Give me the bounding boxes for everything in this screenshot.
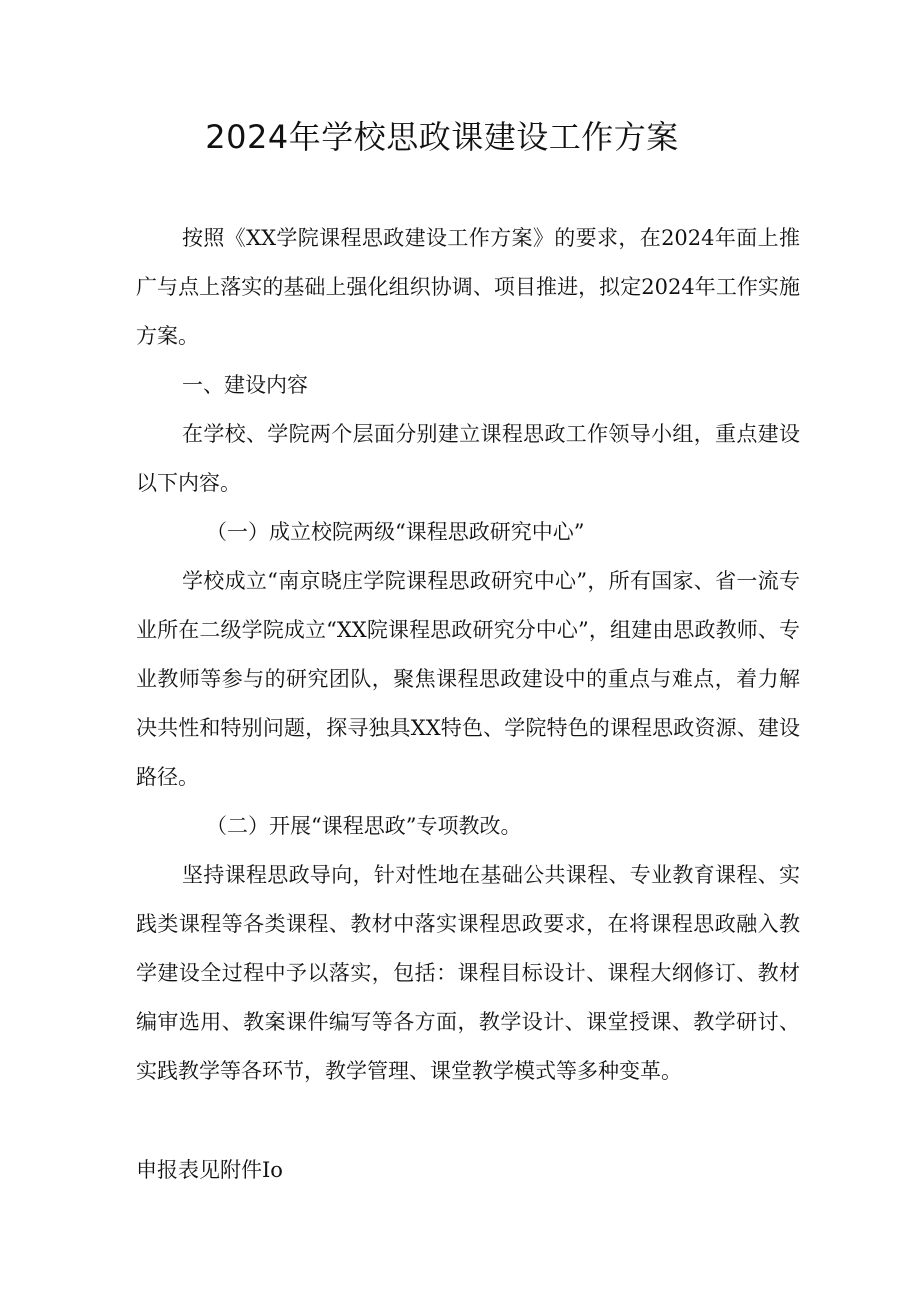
subsection-heading-teaching-reform: （二）开展“课程思政”专项教改。 [206,814,522,838]
subsection-paragraph-research-center: 学校成立“南京晓庄学院课程思政研究中心”，所有国家、省一流专业所在二级学院成立“XX院课程思政研究分中心”，组建由思政教师、专业教师等参与的研究团队，聚焦课程思政建设中的重点与难点，着力解决共性和特别问题，探寻独具XX特色、学院特色的课程思政资源、建设路径。 [136,569,800,789]
document-body [136,214,800,1096]
section-heading-construction-content: 一、建设内容 [182,373,308,397]
subsection-paragraph-teaching-reform: 坚持课程思政导向，针对性地在基础公共课程、专业教育课程、实践类课程等各类课程、教材中落实课程思政要求，在将课程思政融入教学建设全过程中予以落实，包括：课程目标设计、课程大纲修订、教材编审选用、教案课件编写等各方面，教学设计、课堂授课、教学研讨、实践教学等各环节，教学管理、课堂教学模式等多种变革。 [136,863,800,1083]
intro-paragraph: 按照《XX学院课程思政建设工作方案》的要求，在2024年面上推广与点上落实的基础上强化组织协调、项目推进，拟定2024年工作实施方案。 [136,226,800,348]
document-title: 2024年学校思政课建设工作方案 [205,118,679,156]
subsection-heading-research-center: （一）成立校院两级“课程思政研究中心” [206,520,585,544]
section-paragraph-leadership: 在学校、学院两个层面分别建立课程思政工作领导小组，重点建设以下内容。 [136,422,800,495]
attachment-note: 申报表见附件Io [136,1158,283,1182]
